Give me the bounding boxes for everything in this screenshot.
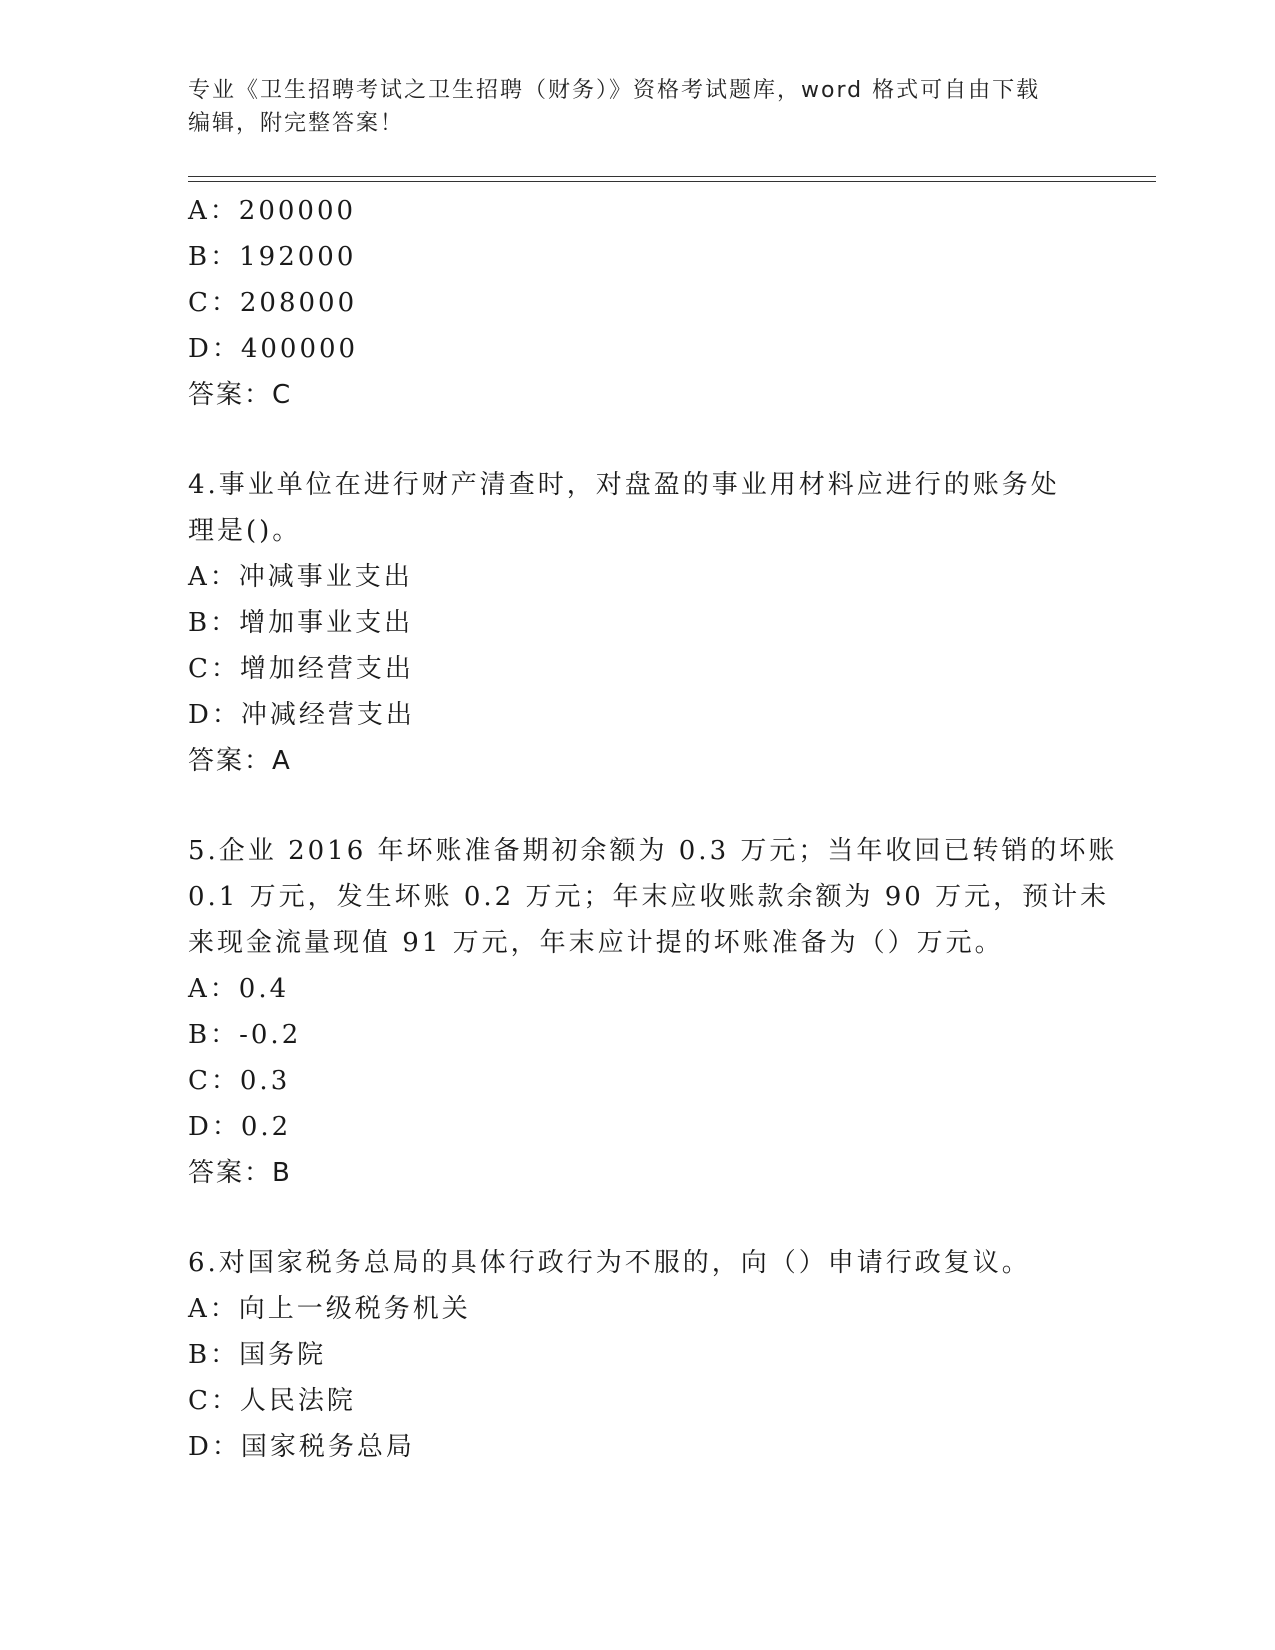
question-4 — [188, 462, 1088, 784]
question-line: 4.事业单位在进行财产清查时，对盘盈的事业用材料应进行的账务处 — [188, 470, 1060, 500]
question-6 — [188, 1240, 1088, 1470]
header-line-1: 专业《卫生招聘考试之卫生招聘（财务）》资格考试题库，word 格式可自由下载 — [188, 78, 1041, 103]
question-text — [188, 828, 1118, 966]
question-line: 理是()。 — [188, 516, 302, 546]
question-text — [188, 462, 1088, 554]
answer-line: 答案：C — [188, 380, 293, 410]
question-5 — [188, 828, 1118, 1196]
question-text — [188, 1240, 1088, 1286]
question-line: 来现金流量现值 91 万元，年末应计提的坏账准备为（）万元。 — [188, 928, 1004, 958]
spacer — [188, 1196, 1088, 1240]
option-b: B：增加事业支出 — [188, 608, 414, 638]
question-line: 0.1 万元，发生坏账 0.2 万元；年末应收账款余额为 90 万元，预计未 — [188, 882, 1110, 912]
option-a: A：200000 — [188, 196, 357, 226]
spacer — [188, 418, 1088, 462]
question-line: 6.对国家税务总局的具体行政行为不服的，向（）申请行政复议。 — [188, 1248, 1031, 1278]
question-line: 5.企业 2016 年坏账准备期初余额为 0.3 万元；当年收回已转销的坏账 — [188, 836, 1118, 866]
option-c: C：人民法院 — [188, 1386, 356, 1416]
option-a: A：0.4 — [188, 974, 290, 1004]
option-c: C：0.3 — [188, 1066, 291, 1096]
option-d: D：冲减经营支出 — [188, 700, 415, 730]
header-line-2: 编辑，附完整答案！ — [188, 111, 405, 136]
option-b: B：-0.2 — [188, 1020, 302, 1050]
question-3 — [188, 188, 1088, 418]
option-d: D：400000 — [188, 334, 359, 364]
option-d: D：0.2 — [188, 1112, 292, 1142]
document-body — [188, 188, 1118, 1470]
option-a: A：向上一级税务机关 — [188, 1294, 471, 1324]
option-a: A：冲减事业支出 — [188, 562, 413, 592]
option-c: C：208000 — [188, 288, 358, 318]
header-divider-top — [188, 176, 1156, 177]
option-d: D：国家税务总局 — [188, 1432, 415, 1462]
option-b: B：192000 — [188, 242, 357, 272]
answer-line: 答案：A — [188, 746, 292, 776]
option-c: C：增加经营支出 — [188, 654, 414, 684]
option-b: B：国务院 — [188, 1340, 327, 1370]
header-divider-bottom — [188, 181, 1156, 182]
spacer — [188, 784, 1088, 828]
document-header — [188, 74, 1068, 140]
answer-line: 答案：B — [188, 1158, 292, 1188]
